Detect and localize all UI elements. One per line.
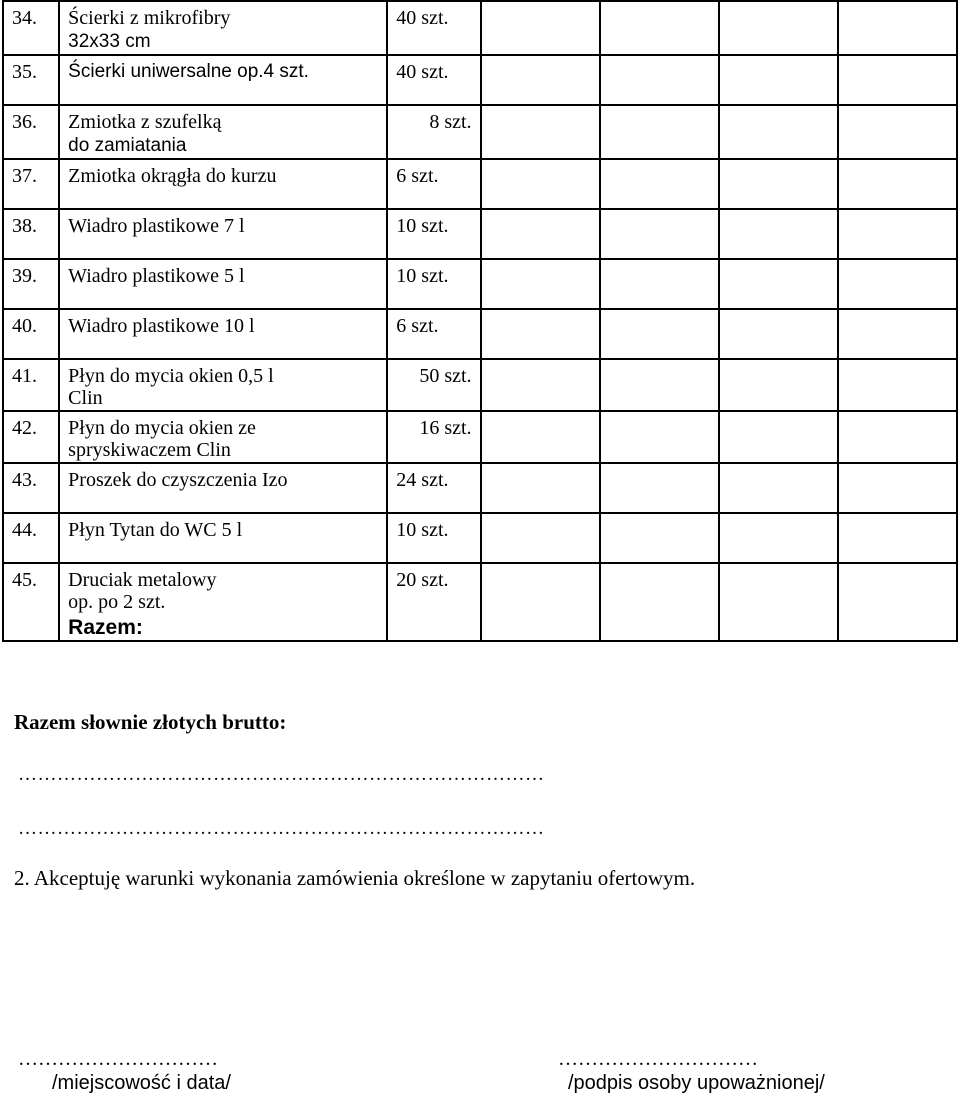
table-row: [3, 513, 957, 563]
quantity: 10 szt.: [396, 265, 449, 287]
row-number: 43.: [12, 469, 37, 491]
item-name-line: Zmiotka z szufelką: [68, 111, 222, 133]
quantity-cell: [387, 105, 480, 159]
empty-cell: [719, 309, 838, 359]
empty-cell: [719, 563, 838, 641]
place-date-label: /miejscowość i data/: [52, 1072, 231, 1094]
item-name-line: Wiadro plastikowe 10 l: [68, 315, 255, 337]
row-number: 42.: [12, 417, 37, 439]
row-number-cell: [3, 159, 59, 209]
item-name-cell: [59, 55, 387, 105]
quantity-cell: [387, 463, 480, 513]
item-name-cell: [59, 463, 387, 513]
quantity-cell: [387, 259, 480, 309]
item-name-line: Wiadro plastikowe 5 l: [68, 265, 245, 287]
item-name-cell: [59, 513, 387, 563]
empty-cell: [481, 359, 600, 411]
empty-cell: [481, 463, 600, 513]
quantity-cell: [387, 159, 480, 209]
empty-cell: [481, 1, 600, 55]
empty-cell: [719, 411, 838, 463]
item-name-line: Druciak metalowy: [68, 569, 217, 591]
total-in-words-line-2: ………………………………………………………………………: [18, 818, 545, 839]
quantity-cell: [387, 411, 480, 463]
empty-cell: [600, 309, 719, 359]
quantity-cell: [387, 563, 480, 641]
quantity-cell: [387, 1, 480, 55]
empty-cell: [719, 463, 838, 513]
empty-cell: [481, 411, 600, 463]
row-number-cell: [3, 359, 59, 411]
empty-cell: [600, 1, 719, 55]
row-number-cell: [3, 1, 59, 55]
item-name-cell: [59, 309, 387, 359]
quantity: 50 szt.: [419, 365, 472, 387]
empty-cell: [838, 1, 957, 55]
table-row: [3, 309, 957, 359]
table-row: [3, 55, 957, 105]
table-row: [3, 1, 957, 55]
total-in-words-line-1: ………………………………………………………………………: [18, 764, 545, 785]
table-row: [3, 563, 957, 641]
empty-cell: [838, 309, 957, 359]
row-number: 37.: [12, 165, 37, 187]
total-in-words-heading: Razem słownie złotych brutto:: [14, 710, 287, 734]
row-number-cell: [3, 463, 59, 513]
empty-cell: [600, 513, 719, 563]
row-number: 39.: [12, 265, 37, 287]
quantity-cell: [387, 513, 480, 563]
quantity: 10 szt.: [396, 215, 449, 237]
quantity: 16 szt.: [419, 417, 472, 439]
empty-cell: [600, 159, 719, 209]
empty-cell: [600, 55, 719, 105]
row-number-cell: [3, 105, 59, 159]
empty-cell: [838, 563, 957, 641]
item-name-line: Ścierki z mikrofibry: [68, 7, 231, 29]
empty-cell: [481, 159, 600, 209]
row-number: 40.: [12, 315, 37, 337]
table-row: [3, 411, 957, 463]
item-name-line: Clin: [68, 387, 103, 409]
empty-cell: [481, 209, 600, 259]
empty-cell: [600, 105, 719, 159]
empty-cell: [719, 259, 838, 309]
empty-cell: [838, 411, 957, 463]
row-number-cell: [3, 309, 59, 359]
signature-label: /podpis osoby upoważnionej/: [568, 1072, 825, 1094]
row-number: 34.: [12, 7, 37, 29]
item-name-cell: [59, 1, 387, 55]
quantity-cell: [387, 209, 480, 259]
item-name-line: Zmiotka okrągła do kurzu: [68, 165, 277, 187]
item-name-line: op. po 2 szt.: [68, 591, 166, 613]
empty-cell: [600, 563, 719, 641]
quantity: 20 szt.: [396, 569, 449, 591]
row-number-cell: [3, 209, 59, 259]
table-row: [3, 463, 957, 513]
empty-cell: [600, 209, 719, 259]
place-date-dots: …………………………: [18, 1048, 218, 1070]
total-label: Razem:: [68, 616, 143, 639]
quantity: 24 szt.: [396, 469, 449, 491]
quantity: 40 szt.: [396, 7, 449, 29]
empty-cell: [719, 359, 838, 411]
empty-cell: [838, 513, 957, 563]
quantity: 6 szt.: [396, 315, 439, 337]
empty-cell: [719, 159, 838, 209]
empty-cell: [838, 209, 957, 259]
quantity: 40 szt.: [396, 61, 449, 83]
empty-cell: [481, 513, 600, 563]
item-name-line: 32x33 cm: [68, 31, 151, 52]
table-row: [3, 159, 957, 209]
row-number-cell: [3, 55, 59, 105]
row-number-cell: [3, 411, 59, 463]
empty-cell: [481, 55, 600, 105]
row-number: 44.: [12, 519, 37, 541]
table-row: [3, 359, 957, 411]
empty-cell: [600, 359, 719, 411]
empty-cell: [719, 105, 838, 159]
items-table: [2, 0, 958, 642]
item-name-line: Proszek do czyszczenia Izo: [68, 469, 288, 491]
row-number-cell: [3, 513, 59, 563]
empty-cell: [600, 259, 719, 309]
empty-cell: [719, 1, 838, 55]
empty-cell: [838, 463, 957, 513]
row-number: 41.: [12, 365, 37, 387]
empty-cell: [838, 259, 957, 309]
empty-cell: [838, 55, 957, 105]
quantity-cell: [387, 55, 480, 105]
item-name-line: Ścierki uniwersalne op.4 szt.: [68, 61, 309, 82]
item-name-line: spryskiwaczem Clin: [68, 439, 231, 461]
item-name-line: do zamiatania: [68, 135, 187, 156]
row-number-cell: [3, 259, 59, 309]
table-row: [3, 259, 957, 309]
empty-cell: [481, 563, 600, 641]
empty-cell: [719, 55, 838, 105]
row-number: 38.: [12, 215, 37, 237]
row-number: 35.: [12, 61, 37, 83]
table-row: [3, 105, 957, 159]
empty-cell: [719, 209, 838, 259]
row-number-cell: [3, 563, 59, 641]
empty-cell: [600, 411, 719, 463]
empty-cell: [481, 105, 600, 159]
item-name-cell: [59, 159, 387, 209]
item-name-line: Płyn do mycia okien ze: [68, 417, 256, 439]
item-name-cell: [59, 259, 387, 309]
empty-cell: [600, 463, 719, 513]
empty-cell: [838, 159, 957, 209]
quantity: 10 szt.: [396, 519, 449, 541]
quantity-cell: [387, 309, 480, 359]
acceptance-statement: 2. Akceptuję warunki wykonania zamówienia określone w zapytaniu ofertowym.: [14, 866, 696, 890]
item-name-line: Płyn Tytan do WC 5 l: [68, 519, 243, 541]
empty-cell: [481, 309, 600, 359]
row-number: 36.: [12, 111, 37, 133]
item-name-cell: [59, 209, 387, 259]
items-table-body: [3, 1, 957, 641]
item-name-cell: [59, 411, 387, 463]
item-name-line: Wiadro plastikowe 7 l: [68, 215, 245, 237]
item-name-line: Płyn do mycia okien 0,5 l: [68, 365, 274, 387]
item-name-cell: [59, 359, 387, 411]
quantity: 8 szt.: [429, 111, 472, 133]
empty-cell: [838, 359, 957, 411]
empty-cell: [838, 105, 957, 159]
quantity-cell: [387, 359, 480, 411]
item-name-cell: [59, 105, 387, 159]
signature-dots: …………………………: [558, 1048, 758, 1070]
quantity: 6 szt.: [396, 165, 439, 187]
row-number: 45.: [12, 569, 37, 591]
empty-cell: [719, 513, 838, 563]
table-row: [3, 209, 957, 259]
item-name-cell: [59, 563, 387, 641]
empty-cell: [481, 259, 600, 309]
